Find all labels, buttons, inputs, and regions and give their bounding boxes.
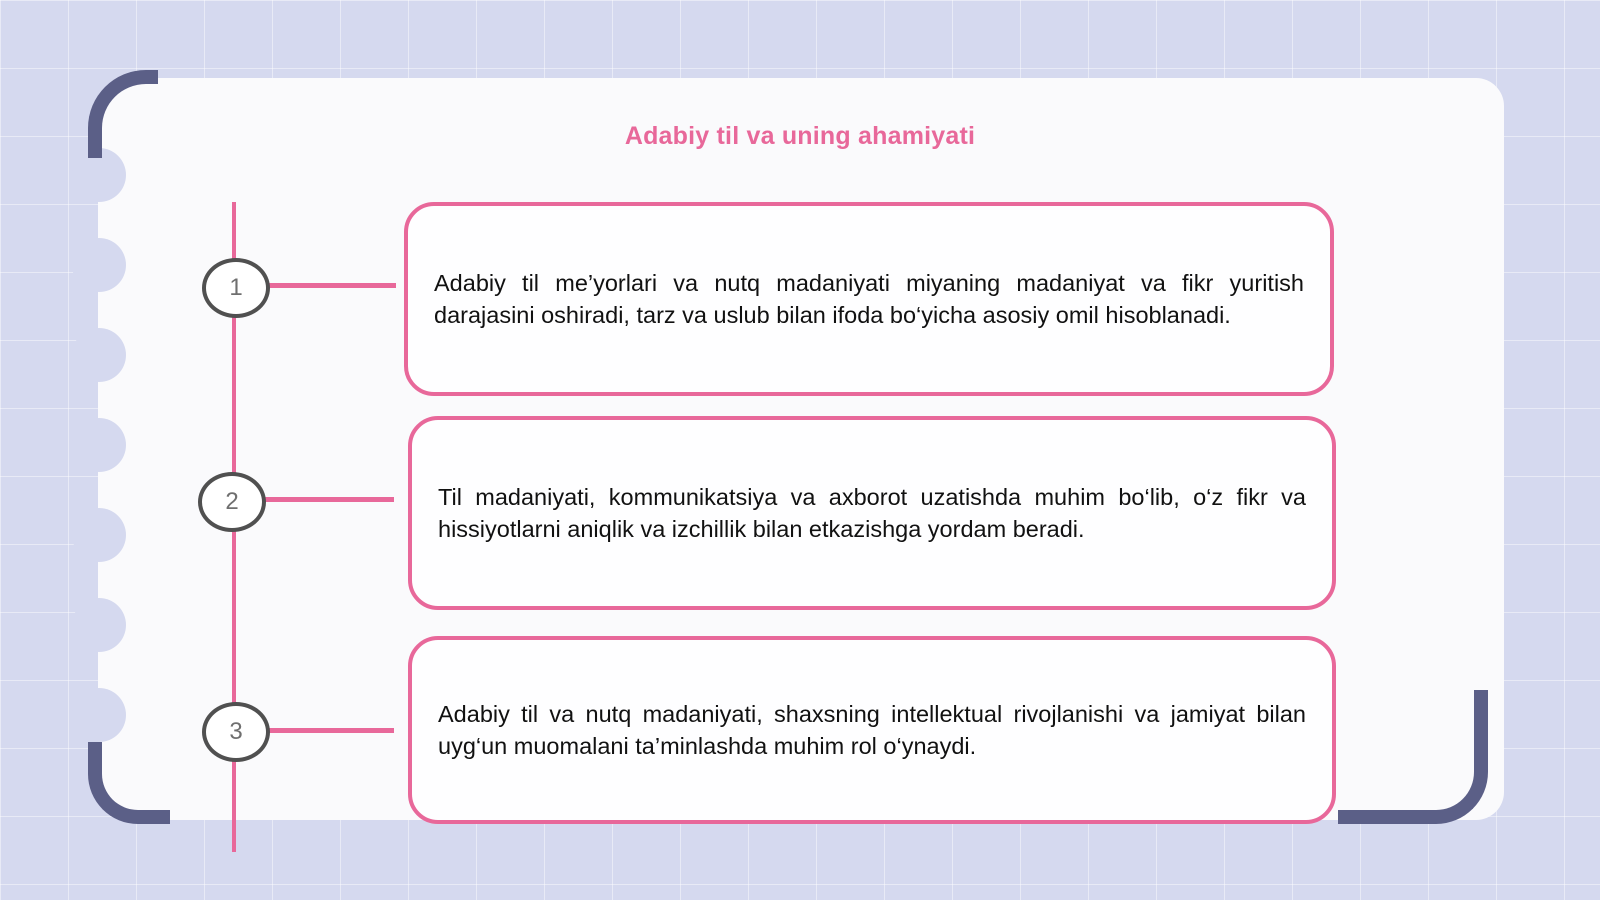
timeline-card-1 bbox=[404, 202, 1334, 396]
timeline-number: 3 bbox=[229, 718, 243, 745]
paper-scallop bbox=[72, 238, 126, 292]
paper-scallop bbox=[72, 508, 126, 562]
paper-scallop bbox=[72, 328, 126, 382]
timeline-number: 2 bbox=[225, 488, 239, 515]
frame-corner-bottom-right bbox=[1338, 690, 1488, 824]
slide-title: Adabiy til va uning ahamiyati bbox=[624, 122, 976, 150]
timeline-card-text: Adabiy til me’yorlari va nutq madaniyati miyaning madaniyat va fikr yuritish darajasini oshiradi, tarz va uslub bilan ifoda bo‘yicha asosiy omil hisoblanadi. bbox=[434, 270, 1304, 328]
timeline-card-text: Adabiy til va nutq madaniyati, shaxsning intellektual rivojlanishi va jamiyat bilan uyg‘un muomalani ta’minlashda muhim rol o‘ynaydi. bbox=[438, 701, 1306, 759]
timeline-node-2 bbox=[198, 472, 266, 532]
paper-scallop bbox=[72, 688, 126, 742]
timeline-card-2 bbox=[408, 416, 1336, 610]
timeline-number: 1 bbox=[229, 274, 243, 301]
timeline-node-3 bbox=[202, 702, 270, 762]
timeline-node-1 bbox=[202, 258, 270, 318]
timeline-card-3 bbox=[408, 636, 1336, 824]
timeline-connector bbox=[266, 728, 394, 733]
frame-corner-bottom-left bbox=[88, 742, 170, 824]
timeline-connector bbox=[262, 497, 394, 502]
paper-scallop bbox=[72, 598, 126, 652]
timeline-connector bbox=[266, 283, 396, 288]
timeline-card-text: Til madaniyati, kommunikatsiya va axborot uzatishda muhim bo‘lib, o‘z fikr va hissiyotlarni aniqlik va izchillik bilan etkazishga yordam beradi. bbox=[438, 484, 1306, 542]
paper-scallop bbox=[72, 418, 126, 472]
